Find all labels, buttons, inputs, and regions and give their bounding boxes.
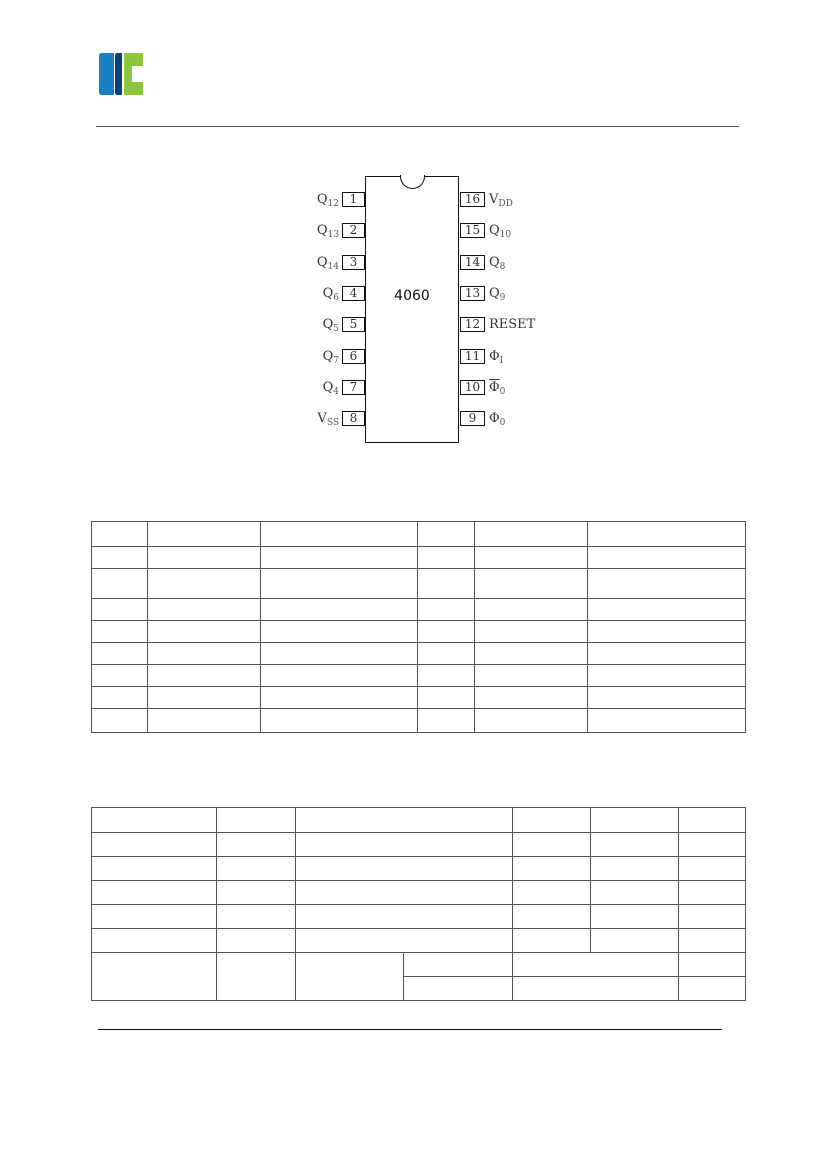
table-cell — [475, 709, 588, 733]
table-cell — [418, 665, 475, 687]
table-header-row — [92, 522, 746, 547]
table-cell — [418, 547, 475, 569]
pin-description-table — [91, 521, 746, 733]
company-logo — [99, 52, 143, 96]
table-cell — [679, 929, 746, 953]
table-cell — [148, 709, 261, 733]
table-row — [92, 643, 746, 665]
table-cell — [92, 643, 148, 665]
pin-15-label: $Q_{10}$ — [489, 223, 512, 240]
table-cell — [148, 522, 261, 547]
pin-12-label: RESET — [489, 317, 536, 332]
pin-12-number: 12 — [460, 317, 485, 332]
table-cell — [92, 953, 217, 1001]
table-cell — [591, 929, 679, 953]
table-cell — [92, 522, 148, 547]
table-cell — [513, 977, 679, 1001]
table-cell — [588, 643, 746, 665]
table-cell — [418, 643, 475, 665]
table-cell — [418, 621, 475, 643]
table-cell — [679, 953, 746, 977]
chip-body — [365, 176, 459, 443]
table-cell — [591, 905, 679, 929]
table-cell — [588, 522, 746, 547]
table-cell — [418, 709, 475, 733]
table-cell — [296, 953, 404, 1001]
table-cell — [92, 599, 148, 621]
table-cell — [588, 709, 746, 733]
pin-15-number: 15 — [460, 223, 485, 238]
pin-1-label: $Q_{12}$ — [316, 192, 339, 209]
table-cell — [261, 709, 418, 733]
ratings-table — [91, 807, 746, 1001]
table-cell — [418, 522, 475, 547]
pin-14-label: $Q_8$ — [489, 255, 506, 272]
table-cell — [679, 977, 746, 1001]
pin-4-number: 4 — [342, 286, 365, 301]
table-cell — [217, 808, 296, 833]
pin-9-label: $\Phi_0$ — [489, 411, 506, 428]
pin-6-number: 6 — [342, 349, 365, 364]
table-cell — [92, 905, 217, 929]
pin-8-number: 8 — [342, 411, 365, 426]
table-cell — [475, 547, 588, 569]
table-cell — [92, 687, 148, 709]
pin-8-label: $V_{SS}$ — [317, 411, 339, 428]
table-cell — [92, 808, 217, 833]
pin-2-number: 2 — [342, 223, 365, 238]
table-row — [92, 569, 746, 599]
table-cell — [679, 833, 746, 857]
table-cell — [261, 621, 418, 643]
table-cell — [591, 881, 679, 905]
pin-13-label: $Q_9$ — [489, 286, 506, 303]
table-cell — [92, 929, 217, 953]
table-cell — [261, 687, 418, 709]
table-row — [92, 857, 746, 881]
table-cell — [588, 665, 746, 687]
table-header-row — [92, 808, 746, 833]
table-cell — [92, 857, 217, 881]
table-cell — [92, 547, 148, 569]
table-cell — [296, 881, 513, 905]
table-cell — [475, 599, 588, 621]
pin-4-label: $Q_6$ — [322, 286, 339, 303]
table-cell — [588, 687, 746, 709]
table-cell — [261, 599, 418, 621]
pin-6-label: $Q_7$ — [322, 349, 339, 366]
table-cell — [148, 687, 261, 709]
table-cell — [475, 569, 588, 599]
table-cell — [404, 953, 513, 977]
table-cell — [513, 905, 591, 929]
pin-10-label: $\overline{\Phi}_0$ — [489, 380, 506, 397]
table-cell — [92, 881, 217, 905]
pin-5-label: $Q_5$ — [322, 317, 339, 334]
table-cell — [148, 599, 261, 621]
table-cell — [217, 953, 296, 1001]
table-cell — [513, 833, 591, 857]
table-row — [92, 547, 746, 569]
logo-icon — [99, 52, 143, 96]
pin-13-number: 13 — [460, 286, 485, 301]
pin-11-number: 11 — [460, 349, 485, 364]
table-cell — [261, 665, 418, 687]
table-cell — [296, 905, 513, 929]
table-row — [92, 905, 746, 929]
pin-1-number: 1 — [342, 192, 365, 207]
table-cell — [679, 905, 746, 929]
table-cell — [679, 881, 746, 905]
pin-10-number: 10 — [460, 380, 485, 395]
table-cell — [148, 665, 261, 687]
table-cell — [591, 833, 679, 857]
table-cell — [92, 569, 148, 599]
table-cell — [296, 857, 513, 881]
table-cell — [148, 643, 261, 665]
table-cell — [475, 665, 588, 687]
table-cell — [679, 857, 746, 881]
table-cell — [591, 808, 679, 833]
table-cell — [217, 905, 296, 929]
table-cell — [513, 808, 591, 833]
table-cell — [148, 569, 261, 599]
table-cell — [217, 857, 296, 881]
pin-7-number: 7 — [342, 380, 365, 395]
table-cell — [148, 621, 261, 643]
table-cell — [588, 569, 746, 599]
table-row — [92, 709, 746, 733]
table-cell — [475, 621, 588, 643]
table-cell — [261, 522, 418, 547]
table-cell — [261, 547, 418, 569]
table-row — [92, 929, 746, 953]
table-cell — [513, 881, 591, 905]
table-cell — [679, 808, 746, 833]
pin-16-number: 16 — [460, 192, 485, 207]
table-cell — [475, 522, 588, 547]
table-row — [92, 833, 746, 857]
table-cell — [475, 643, 588, 665]
table-cell — [296, 833, 513, 857]
table-cell — [588, 547, 746, 569]
table-cell — [588, 599, 746, 621]
pin-3-label: $Q_{14}$ — [316, 255, 339, 272]
table-cell — [92, 833, 217, 857]
table-cell — [404, 977, 513, 1001]
table-cell — [591, 857, 679, 881]
table-row — [92, 621, 746, 643]
table-cell — [588, 621, 746, 643]
table-cell — [148, 547, 261, 569]
footer-divider — [98, 1029, 722, 1030]
table-cell — [261, 569, 418, 599]
table-row — [92, 953, 746, 977]
pin-9-number: 9 — [460, 411, 485, 426]
pin-11-label: $\Phi_I$ — [489, 349, 504, 366]
table-cell — [513, 857, 591, 881]
table-cell — [296, 808, 513, 833]
table-cell — [217, 929, 296, 953]
pin-16-label: $V_{DD}$ — [489, 192, 513, 209]
table-cell — [217, 833, 296, 857]
table-row — [92, 599, 746, 621]
table-cell — [217, 881, 296, 905]
chip-label: 4060 — [394, 288, 430, 304]
table-cell — [92, 665, 148, 687]
table-cell — [261, 643, 418, 665]
header-divider — [96, 126, 739, 127]
table-row — [92, 687, 746, 709]
table-cell — [513, 953, 679, 977]
pin-3-number: 3 — [342, 255, 365, 270]
table-cell — [92, 709, 148, 733]
pin-7-label: $Q_4$ — [322, 380, 339, 397]
table-cell — [92, 621, 148, 643]
pin-14-number: 14 — [460, 255, 485, 270]
table-cell — [513, 929, 591, 953]
table-cell — [418, 569, 475, 599]
table-cell — [296, 929, 513, 953]
pin-5-number: 5 — [342, 317, 365, 332]
table-cell — [418, 687, 475, 709]
pin-2-label: $Q_{13}$ — [316, 223, 339, 240]
table-cell — [475, 687, 588, 709]
table-row — [92, 881, 746, 905]
table-row — [92, 665, 746, 687]
table-cell — [418, 599, 475, 621]
